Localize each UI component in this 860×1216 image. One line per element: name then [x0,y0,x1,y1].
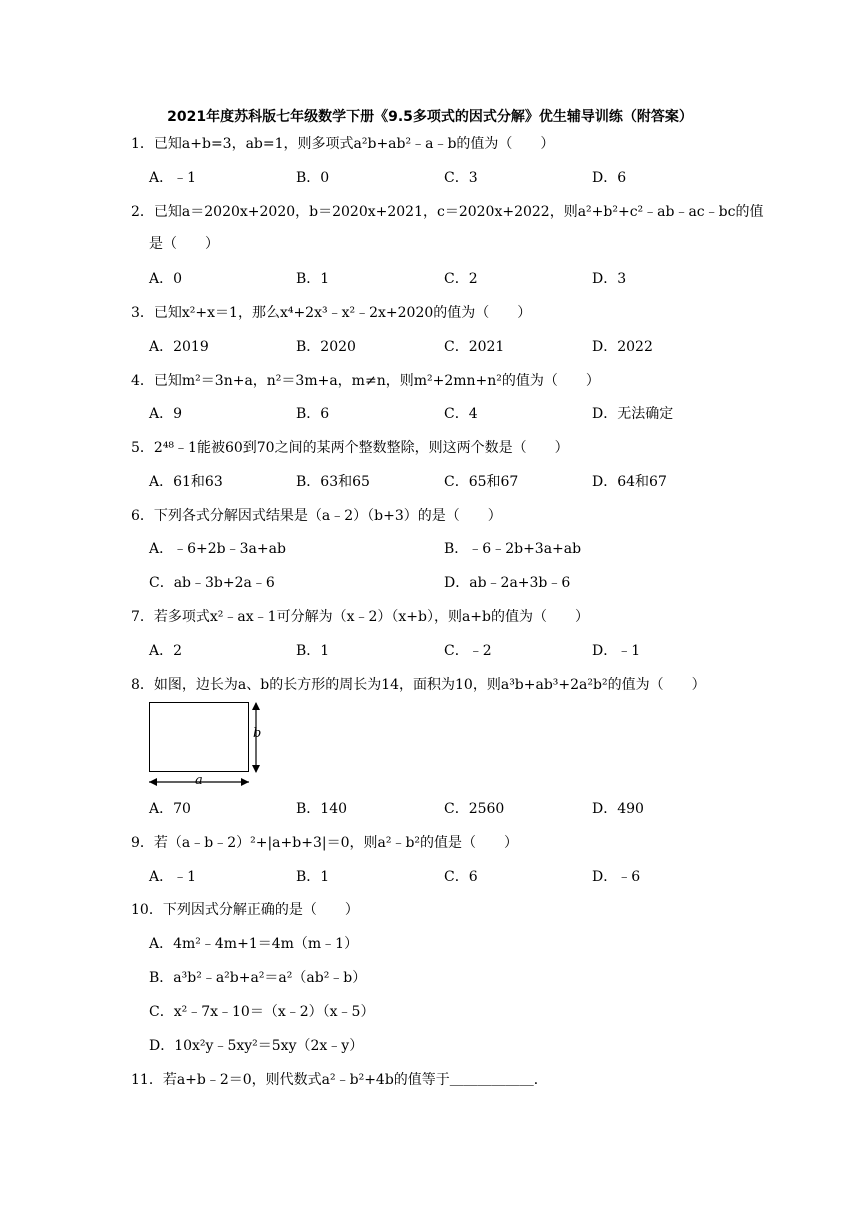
question-9-stem: 9．若（a﹣b﹣2）²+|a+b+3|＝0，则a²﹣b²的值是（ ） [131,835,519,851]
question-2-stem-line2: 是（ ） [149,236,219,252]
question-9-option-b: B．1 [296,869,330,885]
question-3-option-d: D．2022 [592,339,653,355]
question-9-option-c: C．6 [444,869,478,885]
question-6-option-b: B．﹣6﹣2b+3a+ab [444,541,582,557]
question-10-option-c: C．x²﹣7x﹣10＝（x﹣2）（x﹣5） [149,1004,375,1020]
question-7-stem: 7．若多项式x²﹣ax﹣1可分解为（x﹣2）（x+b），则a+b的值为（ ） [131,609,589,625]
question-6-stem: 6．下列各式分解因式结果是（a﹣2）（b+3）的是（ ） [131,508,502,524]
question-11-stem: 11．若a+b﹣2＝0，则代数式a²﹣b²+4b的值等于＿＿＿＿＿＿． [131,1072,548,1088]
label-b: b [253,726,262,741]
question-3-option-b: B．2020 [296,339,356,355]
question-4-option-c: C．4 [444,406,478,422]
question-5-option-b: B．63和65 [296,474,370,490]
question-4-option-b: B．6 [296,406,330,422]
question-8-option-d: D．490 [592,801,644,817]
question-3-stem: 3．已知x²+x＝1，那么x⁴+2x³﹣x²﹣2x+2020的值为（ ） [131,305,532,321]
question-1-option-d: D．6 [592,170,627,186]
question-7-option-d: D．﹣1 [592,643,641,659]
question-2-option-c: C．2 [444,271,478,287]
question-1-option-c: C．3 [444,170,478,186]
question-5-option-a: A．61和63 [149,474,223,490]
question-1-option-b: B．0 [296,170,330,186]
question-8-option-a: A．70 [149,801,191,817]
question-7-option-c: C．﹣2 [444,643,492,659]
question-9-option-a: A．﹣1 [149,869,197,885]
question-2-option-a: A．0 [149,271,183,287]
label-a: a [195,773,203,788]
question-10-option-a: A．4m²﹣4m+1＝4m（m﹣1） [149,936,359,952]
question-5-option-d: D．64和67 [592,474,667,490]
question-10-option-d: D．10x²y﹣5xy²＝5xy（2x﹣y） [149,1038,364,1054]
question-4-stem: 4．已知m²＝3n+a，n²＝3m+a，m≠n，则m²+2mn+n²的值为（ ） [131,373,600,389]
page-title: 2021年度苏科版七年级数学下册《9.5多项式的因式分解》优生辅导训练（附答案） [167,109,693,125]
question-10-option-b: B．a³b²﹣a²b+a²＝a²（ab²﹣b） [149,970,367,986]
question-8-option-b: B．140 [296,801,348,817]
question-2-option-b: B．1 [296,271,330,287]
question-4-option-d: D．无法确定 [592,406,674,422]
question-8-option-c: C．2560 [444,801,505,817]
question-9-option-d: D．﹣6 [592,869,641,885]
question-5-stem: 5．2⁴⁸﹣1能被60到70之间的某两个整数整除，则这两个数是（ ） [131,440,569,456]
question-3-option-a: A．2019 [149,339,209,355]
question-7-option-a: A．2 [149,643,183,659]
question-6-option-d: D．ab﹣2a+3b﹣6 [444,575,571,591]
question-10-stem: 10．下列因式分解正确的是（ ） [131,902,359,918]
question-5-option-c: C．65和67 [444,474,519,490]
question-6-option-a: A．﹣6+2b﹣3a+ab [149,541,286,557]
dimension-arrows [145,698,275,790]
question-1-option-a: A．﹣1 [149,170,197,186]
question-1-stem: 1．已知a+b=3，ab=1，则多项式a²b+ab²﹣a﹣b的值为（ ） [131,136,555,152]
question-6-option-c: C．ab﹣3b+2a﹣6 [149,575,275,591]
question-8-stem: 8．如图，边长为a、b的长方形的周长为14，面积为10，则a³b+ab³+2a²b²的值为（ ） [131,677,706,693]
question-4-option-a: A．9 [149,406,183,422]
question-7-option-b: B．1 [296,643,330,659]
question-2-stem-line1: 2．已知a＝2020x+2020，b＝2020x+2021，c＝2020x+2022，则a²+b²+c²﹣ab﹣ac﹣bc的值 [131,204,764,220]
question-2-option-d: D．3 [592,271,627,287]
question-3-option-c: C．2021 [444,339,505,355]
